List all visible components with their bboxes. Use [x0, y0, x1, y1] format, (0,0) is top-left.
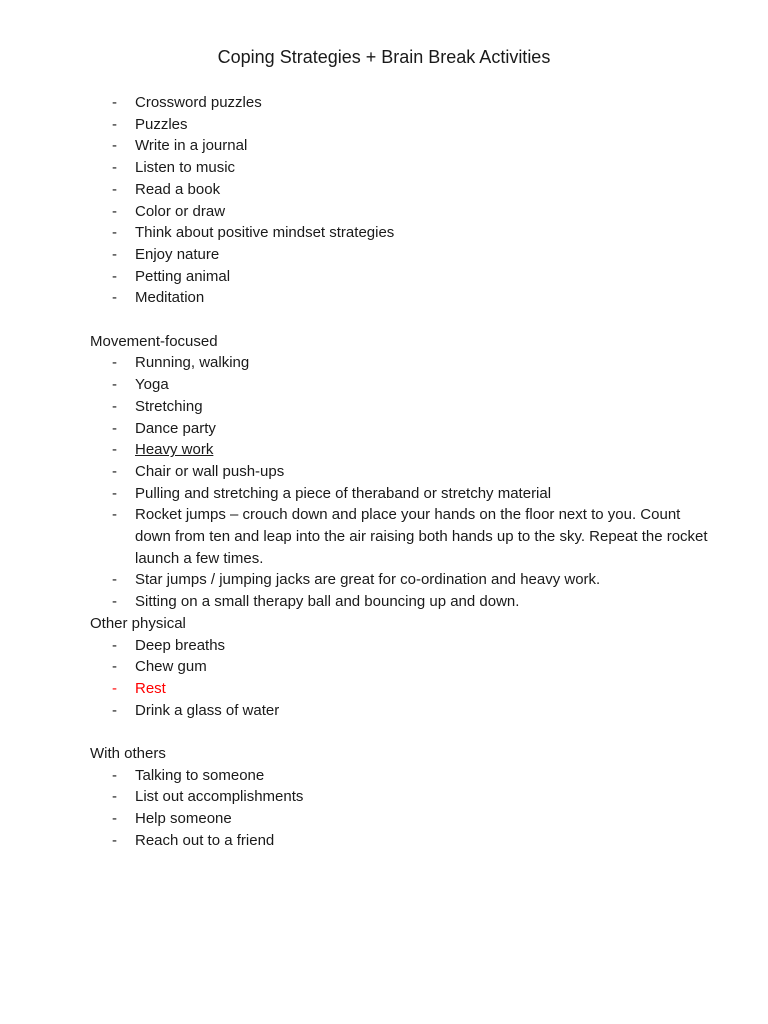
list-marker: -	[112, 462, 117, 480]
list-item	[90, 808, 710, 830]
list-item-text: Dance party	[135, 419, 216, 437]
list-item	[90, 461, 710, 483]
list-marker: -	[112, 137, 117, 155]
general-list	[90, 92, 710, 309]
list-item	[90, 656, 710, 678]
list-item-text: Reach out to a friend	[135, 831, 275, 849]
list-marker: -	[112, 419, 117, 437]
list-item-text: Color or draw	[135, 202, 226, 220]
list-marker: -	[112, 376, 117, 394]
list-marker: -	[112, 571, 117, 589]
list-item	[90, 179, 710, 201]
list-item-text: Drink a glass of water	[135, 701, 280, 719]
list-item	[90, 201, 710, 223]
list-item	[90, 786, 710, 808]
list-item	[90, 418, 710, 440]
page-title: Coping Strategies + Brain Break Activities	[217, 47, 551, 67]
list-item-text-highlighted: Rest	[135, 679, 166, 697]
list-item	[90, 504, 710, 569]
list-item-text: Deep breaths	[135, 636, 226, 654]
list-item-text: Read a book	[135, 180, 221, 198]
list-item-text: Sitting on a small therapy ball and bouncing up and down.	[135, 593, 520, 611]
list-item-text: Stretching	[135, 397, 203, 415]
list-item	[90, 157, 710, 179]
list-marker: -	[112, 766, 117, 784]
list-marker: -	[112, 593, 117, 611]
list-item-text: Write in a journal	[135, 137, 248, 155]
list-item-text: Enjoy nature	[135, 245, 220, 263]
list-item	[90, 374, 710, 396]
list-marker: -	[112, 267, 117, 285]
list-marker: -	[112, 788, 117, 806]
list-item-text: Crossword puzzles	[135, 94, 262, 111]
list-marker: -	[112, 484, 117, 502]
list-item-text: List out accomplishments	[135, 788, 304, 806]
section-heading-movement: Movement-focused	[90, 332, 218, 350]
list-marker: -	[112, 289, 117, 307]
list-item-text: Star jumps / jumping jacks are great for co-ordination and heavy work.	[135, 571, 601, 589]
movement-list	[90, 352, 710, 612]
list-item-text: Yoga	[135, 376, 169, 394]
list-marker: -	[112, 202, 117, 220]
document-body	[90, 92, 710, 852]
section-heading-others: With others	[90, 745, 166, 763]
list-marker: -	[112, 810, 117, 828]
list-item-text: Petting animal	[135, 267, 231, 285]
list-marker: -	[112, 180, 117, 198]
list-marker: -	[112, 701, 117, 719]
physical-list	[90, 635, 710, 722]
list-item	[90, 678, 710, 700]
list-marker: -	[112, 224, 117, 242]
list-item-text: Talking to someone	[135, 766, 265, 784]
list-item	[90, 287, 710, 309]
list-item	[90, 244, 710, 266]
list-marker: -	[112, 354, 117, 372]
list-item-text: Rocket jumps – crouch down and place your hands on the floor next to you. Count down from ten and leap into the air raising both hands up to the sky. Repeat the rocket launch a few times.	[135, 506, 708, 567]
list-item-text: Pulling and stretching a piece of theraband or stretchy material	[135, 484, 552, 502]
list-marker: -	[112, 245, 117, 263]
others-list	[90, 765, 710, 852]
list-item	[90, 266, 710, 288]
list-item	[90, 135, 710, 157]
list-marker: -	[112, 506, 117, 524]
list-item-text: Running, walking	[135, 354, 250, 372]
heavy-work-link[interactable]: Heavy work	[135, 441, 214, 459]
list-marker: -	[112, 831, 117, 849]
list-item	[90, 439, 710, 461]
spacer	[90, 721, 710, 743]
list-item	[90, 114, 710, 136]
list-item	[90, 569, 710, 591]
list-item	[90, 700, 710, 722]
list-item-text: Help someone	[135, 810, 232, 828]
list-item-text: Think about positive mindset strategies	[135, 224, 395, 242]
list-item	[90, 591, 710, 613]
list-marker: -	[112, 397, 117, 415]
section-heading-physical: Other physical	[90, 614, 186, 632]
list-item	[90, 222, 710, 244]
list-item	[90, 830, 710, 852]
list-item-text: Chew gum	[135, 658, 207, 676]
list-marker: -	[112, 679, 117, 697]
list-marker: -	[112, 441, 117, 459]
list-marker: -	[112, 658, 117, 676]
list-item	[90, 765, 710, 787]
list-item	[90, 352, 710, 374]
list-marker: -	[112, 115, 117, 133]
list-marker: -	[112, 159, 117, 177]
list-marker: -	[112, 94, 117, 111]
list-item-text: Puzzles	[135, 115, 188, 133]
list-item-text: Meditation	[135, 289, 205, 307]
list-item	[90, 483, 710, 505]
list-item-text: Listen to music	[135, 159, 236, 177]
list-item	[90, 635, 710, 657]
list-item	[90, 92, 710, 114]
list-item	[90, 396, 710, 418]
spacer	[90, 309, 710, 331]
list-marker: -	[112, 636, 117, 654]
list-item-text: Chair or wall push-ups	[135, 462, 285, 480]
